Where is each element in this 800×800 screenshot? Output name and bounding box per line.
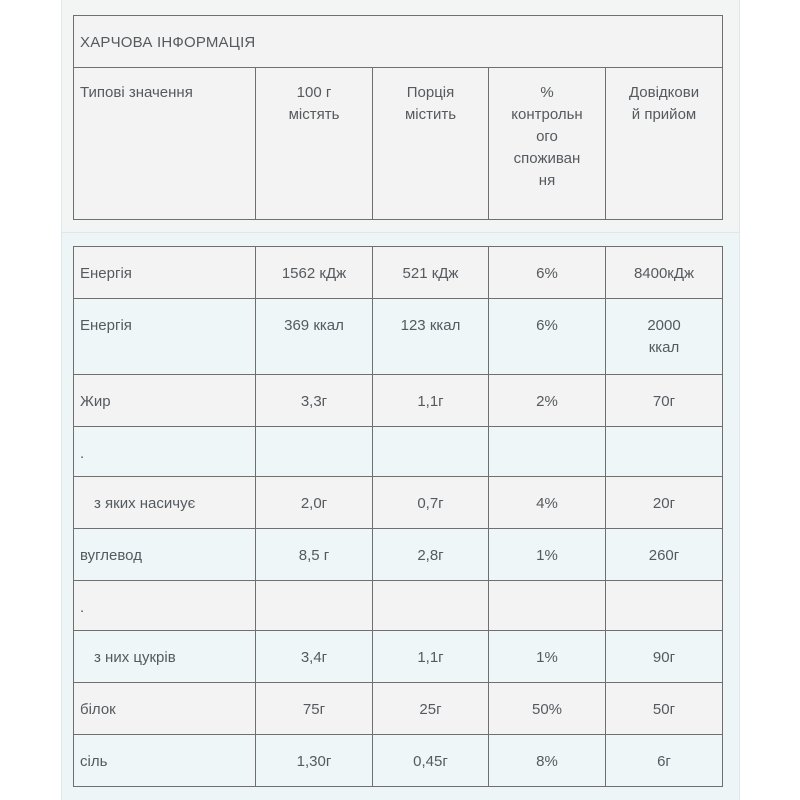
row-label: Енергія [74,299,256,375]
nutrition-values-table [73,246,723,787]
title-row [74,16,723,68]
per-100g-value: 3,3г [256,375,373,427]
per-portion-value: 123 ккал [373,299,489,375]
per-portion-value [373,581,489,631]
header-reference-intake: Довідкови й прийом [606,68,723,220]
table-row [74,529,723,581]
percent-intake-value: 50% [489,683,606,735]
per-portion-value: 1,1г [373,631,489,683]
percent-intake-value: 1% [489,631,606,683]
per-100g-value: 2,0г [256,477,373,529]
percent-intake-value: 4% [489,477,606,529]
table-row [74,477,723,529]
row-label: білок [74,683,256,735]
per-portion-value: 25г [373,683,489,735]
nutrition-header-table [73,15,723,220]
header-per-portion: Порція містить [373,68,489,220]
row-label: . [74,581,256,631]
table-row [74,375,723,427]
column-header-row [74,68,723,220]
per-portion-value: 521 кДж [373,247,489,299]
row-label: . [74,427,256,477]
table-row [74,427,723,477]
per-100g-value: 1562 кДж [256,247,373,299]
table-row [74,247,723,299]
per-100g-value: 3,4г [256,631,373,683]
row-label: з них цукрів [74,631,256,683]
reference-intake-value: 20г [606,477,723,529]
reference-intake-value: 6г [606,735,723,787]
header-typical-values: Типові значення [74,68,256,220]
table-row [74,299,723,375]
reference-intake-value: 90г [606,631,723,683]
percent-intake-value: 8% [489,735,606,787]
reference-intake-value [606,427,723,477]
row-label: Енергія [74,247,256,299]
per-100g-value: 1,30г [256,735,373,787]
per-100g-value: 8,5 г [256,529,373,581]
reference-intake-value: 2000 ккал [606,299,723,375]
reference-intake-value: 70г [606,375,723,427]
per-100g-value: 369 ккал [256,299,373,375]
row-label: Жир [74,375,256,427]
row-label: з яких насичує [74,477,256,529]
table-row [74,631,723,683]
per-portion-value: 2,8г [373,529,489,581]
row-label: сіль [74,735,256,787]
percent-intake-value: 1% [489,529,606,581]
percent-intake-value [489,581,606,631]
per-100g-value [256,427,373,477]
reference-intake-value: 260г [606,529,723,581]
per-100g-value [256,581,373,631]
per-portion-value: 0,7г [373,477,489,529]
percent-intake-value: 2% [489,375,606,427]
table-row [74,683,723,735]
reference-intake-value: 50г [606,683,723,735]
percent-intake-value: 6% [489,247,606,299]
table-row [74,581,723,631]
table-row [74,735,723,787]
per-portion-value: 1,1г [373,375,489,427]
reference-intake-value [606,581,723,631]
per-portion-value: 0,45г [373,735,489,787]
reference-intake-value: 8400кДж [606,247,723,299]
percent-intake-value: 6% [489,299,606,375]
header-percent-intake: % контрольн ого споживан ня [489,68,606,220]
row-label: вуглевод [74,529,256,581]
divider [62,232,739,233]
per-100g-value: 75г [256,683,373,735]
per-portion-value [373,427,489,477]
table-title: ХАРЧОВА ІНФОРМАЦІЯ [74,16,723,68]
percent-intake-value [489,427,606,477]
header-per-100g: 100 г містять [256,68,373,220]
